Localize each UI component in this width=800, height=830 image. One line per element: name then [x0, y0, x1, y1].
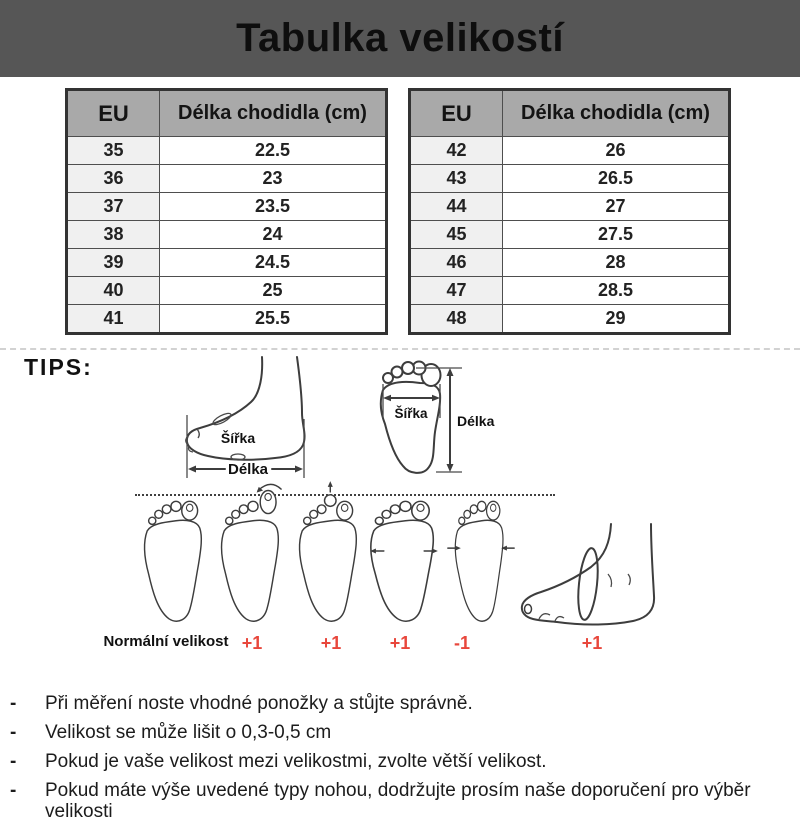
table-row — [410, 193, 730, 221]
table-row — [410, 277, 730, 305]
eu-size: 48 — [410, 305, 503, 334]
table-row — [67, 249, 387, 277]
note-text: Pokud máte výše uvedené typy nohou, dodržujte prosím naše doporučení pro výběr velikosti — [45, 780, 751, 822]
table-row — [67, 165, 387, 193]
foot-length: 23 — [160, 165, 387, 193]
footprint-narrow — [445, 476, 517, 626]
footprint-wide — [368, 476, 440, 626]
eu-size: 35 — [67, 137, 160, 165]
bullet-dash: - — [10, 751, 17, 772]
foot-length: 22.5 — [160, 137, 387, 165]
foot-high-instep — [515, 524, 670, 636]
foot-type-label-plus1: +1 — [389, 633, 411, 653]
eu-size: 40 — [67, 277, 160, 305]
foot-length: 26 — [503, 137, 730, 165]
eu-size: 43 — [410, 165, 503, 193]
dashed-divider — [0, 348, 800, 350]
note-item — [10, 722, 792, 743]
eu-size: 36 — [67, 165, 160, 193]
foot-length: 27 — [503, 193, 730, 221]
eu-size: 41 — [67, 305, 160, 334]
foot-length: 27.5 — [503, 221, 730, 249]
foot-type-label-plus1: +1 — [320, 633, 342, 653]
eu-size: 47 — [410, 277, 503, 305]
foot-type-label-plus1: +1 — [241, 633, 263, 653]
bullet-dash: - — [10, 722, 17, 743]
measuring-tape-loop — [575, 547, 600, 620]
foot-length: 23.5 — [160, 193, 387, 221]
eu-size: 38 — [67, 221, 160, 249]
tips-heading: TIPS: — [24, 354, 93, 380]
column-header-eu: EU — [67, 90, 160, 137]
top-length-label: Délka — [457, 413, 495, 429]
note-text: Pokud je vaše velikost mezi velikostmi, zvolte větší velikost. — [45, 751, 547, 772]
column-header-length: Délka chodidla (cm) — [160, 90, 387, 137]
column-header-eu: EU — [410, 90, 503, 137]
notes-list — [10, 693, 792, 830]
eu-size: 46 — [410, 249, 503, 277]
foot-length: 24.5 — [160, 249, 387, 277]
side-width-label: Šířka — [220, 430, 256, 446]
page-title: Tabulka velikostí — [236, 16, 564, 60]
eu-size: 37 — [67, 193, 160, 221]
table-row — [410, 137, 730, 165]
side-length-label: Délka — [227, 461, 269, 478]
table-row — [67, 277, 387, 305]
table-row — [410, 305, 730, 334]
eu-size: 44 — [410, 193, 503, 221]
eu-size: 45 — [410, 221, 503, 249]
foot-length: 26.5 — [503, 165, 730, 193]
size-table-left — [65, 88, 388, 335]
table-row — [67, 193, 387, 221]
eu-size: 39 — [67, 249, 160, 277]
foot-top-measure-diagram — [380, 360, 505, 482]
size-table-right — [408, 88, 731, 335]
table-row — [410, 249, 730, 277]
footprint-long-second-toe — [295, 476, 367, 626]
header-banner — [0, 0, 800, 77]
note-item — [10, 751, 792, 772]
footprint-normal — [140, 476, 212, 626]
table-row — [67, 221, 387, 249]
foot-type-label-normal: Normální velikost — [103, 633, 229, 650]
table-header-row — [67, 90, 387, 137]
foot-length: 28 — [503, 249, 730, 277]
foot-length: 29 — [503, 305, 730, 334]
table-row — [410, 165, 730, 193]
table-row — [410, 221, 730, 249]
foot-side-measure-diagram — [175, 357, 325, 482]
bullet-dash: - — [10, 693, 17, 714]
note-text: Velikost se může lišit o 0,3-0,5 cm — [45, 722, 332, 743]
foot-type-label-minus1: -1 — [453, 633, 470, 653]
footprint-long-big-toe — [217, 476, 289, 626]
top-width-label: Šířka — [394, 406, 428, 421]
foot-length: 25.5 — [160, 305, 387, 334]
bullet-dash: - — [10, 780, 17, 801]
foot-side-outline — [522, 524, 654, 625]
table-row — [67, 305, 387, 334]
column-header-length: Délka chodidla (cm) — [503, 90, 730, 137]
table-header-row — [410, 90, 730, 137]
foot-length: 24 — [160, 221, 387, 249]
eu-size: 42 — [410, 137, 503, 165]
note-text: Při měření noste vhodné ponožky a stůjte správně. — [45, 693, 473, 714]
table-row — [67, 137, 387, 165]
foot-length: 25 — [160, 277, 387, 305]
note-item — [10, 693, 792, 714]
note-item — [10, 780, 792, 822]
foot-length: 28.5 — [503, 277, 730, 305]
foot-type-label-plus1: +1 — [581, 633, 603, 653]
